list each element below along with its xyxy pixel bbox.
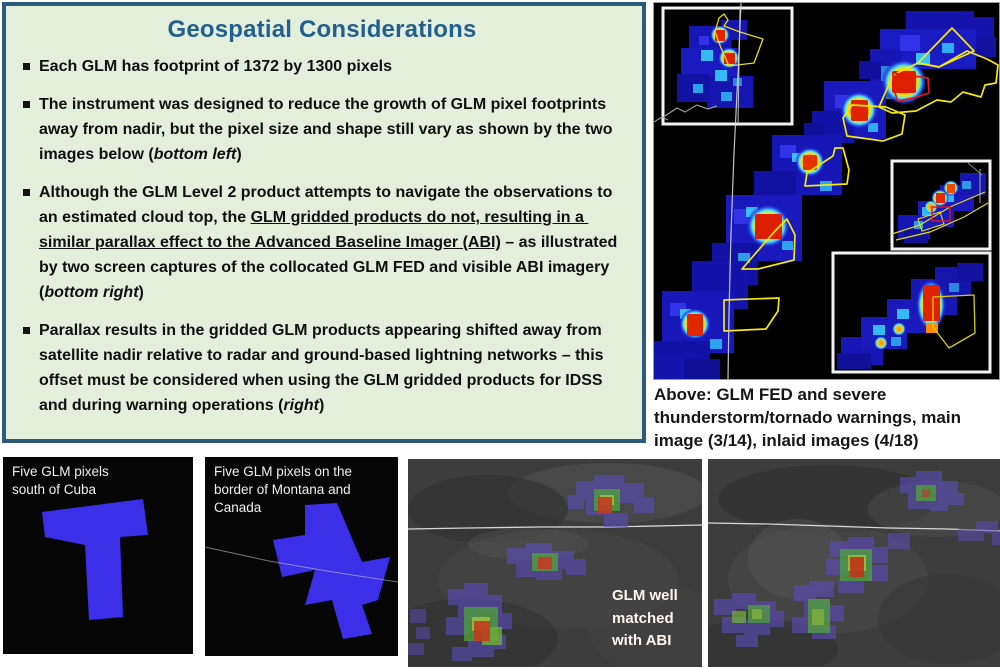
fed-inset-midright — [892, 161, 990, 249]
abi-glm-label: GLM well matched with ABI — [612, 587, 678, 649]
bullet-text-italic: bottom left — [153, 146, 237, 163]
abi-glm-image-left — [408, 459, 702, 667]
montana-label: Five GLM pixels on the border of Montana and Canada — [214, 464, 353, 515]
bullet-text: ) — [138, 284, 144, 301]
bullet-text: – as illustrated by two screen captures of the collocated GLM FED and visible ABI imagery ( — [39, 234, 622, 301]
bullet-item-2 — [22, 92, 622, 167]
bullet-text: The instrument was designed to reduce the growth of GLM pixel footprints away from nadir, but the pixel size and shape still vary as shown by the two images below ( — [39, 96, 617, 163]
bullet-text: Parallax results in the gridded GLM products appearing shifted away from satellite nadir relative to radar and ground-based lightning networks – this offset must be considered when using the GLM gridded products for IDSS and during warning operations ( — [39, 322, 608, 414]
fed-inset-bottomright — [833, 253, 990, 372]
cuba-image — [3, 457, 193, 654]
cuba-label: Five GLM pixels south of Cuba — [12, 464, 109, 497]
fed-image — [653, 2, 1000, 380]
bullet-text: ) — [319, 397, 325, 414]
bullet-item-3 — [22, 180, 622, 305]
bullet-text-italic: right — [283, 397, 319, 414]
bullet-text-underline: GLM gridded products do not, resulting in a similar parallax effect to the Advanced Baseline Imager (ABI) — [39, 209, 589, 251]
bullet-text-italic: bottom right — [44, 284, 139, 301]
bullet-text: Each GLM has footprint of 1372 by 1300 pixels — [39, 58, 392, 75]
bullet-item-1 — [22, 54, 622, 79]
bullet-item-4 — [22, 318, 622, 418]
fed-heatmap-graphic — [654, 3, 999, 379]
abi-glm-image-right — [708, 459, 1000, 667]
fed-caption: Above: GLM FED and severe thunderstorm/tornado warnings, main image (3/14), inlaid images (4/18) — [654, 385, 961, 450]
bullet-text: ) — [236, 146, 242, 163]
montana-image — [205, 457, 398, 656]
bullet-list — [22, 54, 622, 418]
considerations-panel — [2, 2, 646, 443]
abi-glm-graphic — [708, 459, 1000, 667]
bullet-text: Although the GLM Level 2 product attempts to navigate the observations to an estimated cloud top, the — [39, 184, 617, 226]
fed-inset-topleft — [663, 8, 792, 124]
panel-title: Geospatial Considerations — [167, 16, 477, 43]
